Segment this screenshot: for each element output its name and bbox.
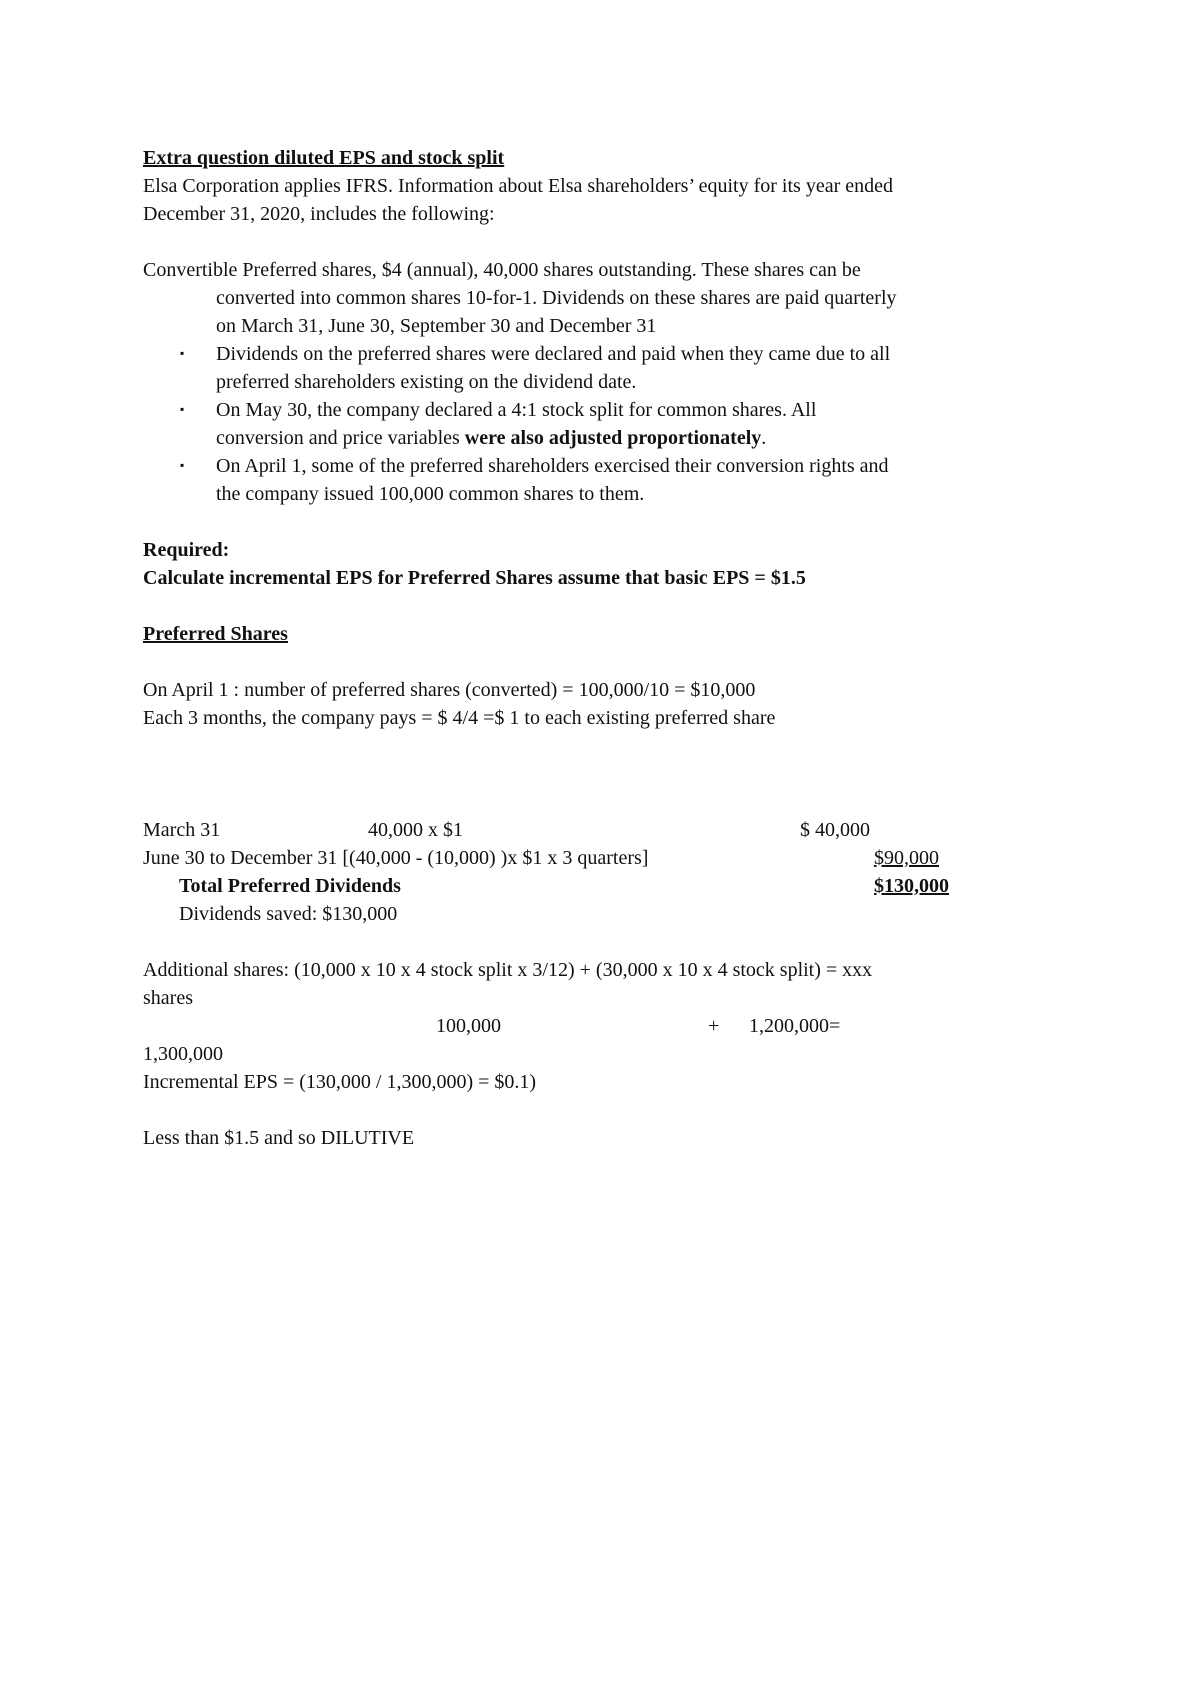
bullet-2-bold-text: were also adjusted proportionately [464,427,762,449]
bullet-2-text: conversion and price variables [216,427,465,449]
convertible-line-1: Convertible Preferred shares, $4 (annual), 40,000 shares outstanding. These shares can be [143,259,861,281]
intro-line-1: Elsa Corporation applies IFRS. Information about Elsa shareholders’ equity for its year ended [143,175,893,197]
conclusion: Less than $1.5 and so DILUTIVE [143,1127,415,1149]
total-dividends-label: Total Preferred Dividends [179,875,401,897]
bullet-2-period: . [761,427,767,449]
intro-line-2: December 31, 2020, includes the following: [143,203,495,225]
dividends-saved: Dividends saved: $130,000 [179,903,398,925]
additional-shares-line-2: shares [143,987,193,1009]
bullet-marker: ▪ [180,346,185,360]
additional-shares-value-2: 1,200,000= [749,1015,841,1037]
bullet-marker: ▪ [180,458,185,472]
calc-line-1: On April 1 : number of preferred shares (converted) = 100,000/10 = $10,000 [143,679,756,701]
additional-shares-value-1: 100,000 [436,1015,501,1037]
bullet-3-line-2: the company issued 100,000 common shares to them. [216,483,645,505]
bullet-2-line-1: On May 30, the company declared a 4:1 stock split for common shares. All [216,399,817,421]
bullet-1-line-2: preferred shareholders existing on the dividend date. [216,371,637,393]
bullet-2-line-2 [216,424,766,452]
dividend-row-2-label: June 30 to December 31 [(40,000 - (10,000) )x $1 x 3 quarters] [143,847,649,869]
convertible-line-2: converted into common shares 10-for-1. Dividends on these shares are paid quarterly [216,287,897,309]
bullet-3-line-1: On April 1, some of the preferred shareholders exercised their conversion rights and [216,455,889,477]
required-text: Calculate incremental EPS for Preferred Shares assume that basic EPS = $1.5 [143,567,806,589]
dividend-row-1-label: March 31 [143,819,221,841]
dividend-row-2-amount: $90,000 [874,847,939,869]
dividend-row-1-amount: $ 40,000 [800,819,870,841]
section-heading: Preferred Shares [143,623,288,645]
required-heading: Required: [143,539,230,561]
additional-shares-plus: + [708,1015,720,1037]
document-title: Extra question diluted EPS and stock split [143,147,505,169]
additional-shares-result: 1,300,000 [143,1043,223,1065]
convertible-line-3: on March 31, June 30, September 30 and December 31 [216,315,657,337]
additional-shares-line-1: Additional shares: (10,000 x 10 x 4 stock split x 3/12) + (30,000 x 10 x 4 stock split) = xxx [143,959,873,981]
dividend-row-1-calc: 40,000 x $1 [368,819,463,841]
calc-line-2: Each 3 months, the company pays = $ 4/4 =$ 1 to each existing preferred share [143,707,776,729]
incremental-eps: Incremental EPS = (130,000 / 1,300,000) = $0.1) [143,1071,537,1093]
bullet-1-line-1: Dividends on the preferred shares were declared and paid when they came due to all [216,343,891,365]
total-dividends-amount: $130,000 [874,875,949,897]
bullet-marker: ▪ [180,402,185,416]
